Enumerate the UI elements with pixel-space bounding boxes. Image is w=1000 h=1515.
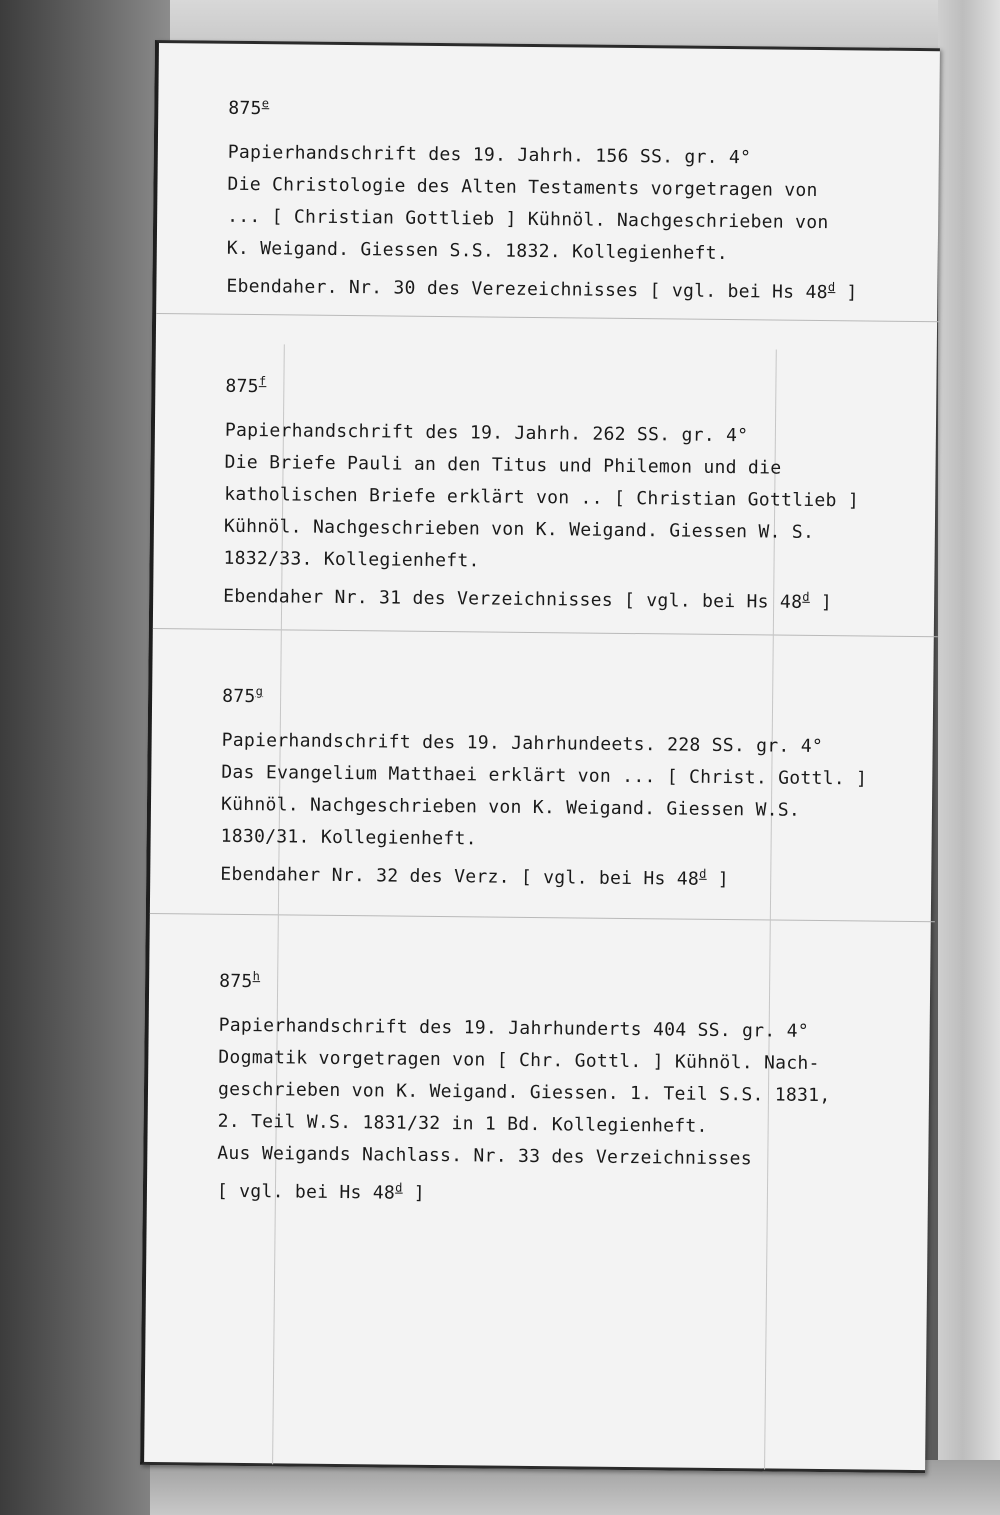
entry-line: Dogmatik vorgetragen von [ Chr. Gottl. ] Kühnöl. Nach- bbox=[218, 1046, 820, 1075]
catalog-card bbox=[140, 40, 940, 1473]
entry-line: Aus Weigands Nachlass. Nr. 33 des Verzeichnisses bbox=[217, 1142, 753, 1170]
entry-reference-line: Ebendaher Nr. 32 des Verz. [ vgl. bei Hs 48$^d$ ] bbox=[220, 863, 730, 891]
catalog-entry bbox=[223, 374, 925, 620]
entry-number: 875$^f$ bbox=[225, 374, 267, 398]
entry-line: 1830/31. Kollegienheft. bbox=[220, 825, 477, 850]
catalog-entry bbox=[226, 96, 928, 310]
entry-line: Kühnöl. Nachgeschrieben von K. Weigand. Giessen W.S. bbox=[220, 793, 801, 821]
entry-line: K. Weigand. Giessen S.S. 1832. Kollegienheft. bbox=[226, 237, 729, 265]
catalog-entry bbox=[217, 969, 919, 1215]
entry-line: 2. Teil W.S. 1831/32 in 1 Bd. Kollegienheft. bbox=[217, 1110, 708, 1137]
entry-line: Die Briefe Pauli an den Titus und Philemon und die bbox=[224, 451, 782, 479]
entry-line: 1832/33. Kollegienheft. bbox=[223, 547, 480, 572]
entry-line: Papierhandschrift des 19. Jahrh. 262 SS. gr. 4° bbox=[224, 419, 749, 447]
divider-line bbox=[156, 313, 941, 322]
entry-number: 875e bbox=[228, 96, 270, 120]
entry-number: 875$^g$ bbox=[222, 684, 264, 708]
entry-reference-line: Ebendaher. Nr. 30 des Verezeichnisses [ vgl. bei Hs 48$^d$ ] bbox=[226, 275, 858, 304]
entry-line: Papierhandschrift des 19. Jahrhunderts 404 SS. gr. 4° bbox=[218, 1014, 810, 1042]
divider-line bbox=[150, 913, 935, 922]
background-right bbox=[938, 0, 1000, 1515]
entry-line: Kühnöl. Nachgeschrieben von K. Weigand. Giessen W. S. bbox=[223, 515, 815, 543]
entry-line: Die Christologie des Alten Testaments vorgetragen von bbox=[227, 173, 818, 201]
entry-line: katholischen Briefe erklärt von .. [ Christian Gottlieb ] bbox=[224, 483, 860, 512]
entry-line: Papierhandschrift des 19. Jahrhundeets. 228 SS. gr. 4° bbox=[221, 729, 824, 758]
entry-number: 875$^h$ bbox=[219, 969, 261, 993]
entry-reference-line: Ebendaher Nr. 31 des Verzeichnisses [ vgl. bei Hs 48$^d$ ] bbox=[223, 585, 833, 614]
entry-line: ... [ Christian Gottlieb ] Kühnöl. Nachgeschrieben von bbox=[227, 205, 829, 234]
entry-reference-line: [ vgl. bei Hs 48$^d$ ] bbox=[216, 1180, 426, 1204]
catalog-entry bbox=[220, 684, 922, 898]
divider-line bbox=[153, 628, 938, 637]
entry-line: Das Evangelium Matthaei erklärt von ... [ Christ. Gottl. ] bbox=[221, 761, 868, 790]
entry-line: geschrieben von K. Weigand. Giessen. 1. Teil S.S. 1831, bbox=[217, 1078, 831, 1107]
entry-line: Papierhandschrift des 19. Jahrh. 156 SS. gr. 4° bbox=[227, 141, 752, 169]
